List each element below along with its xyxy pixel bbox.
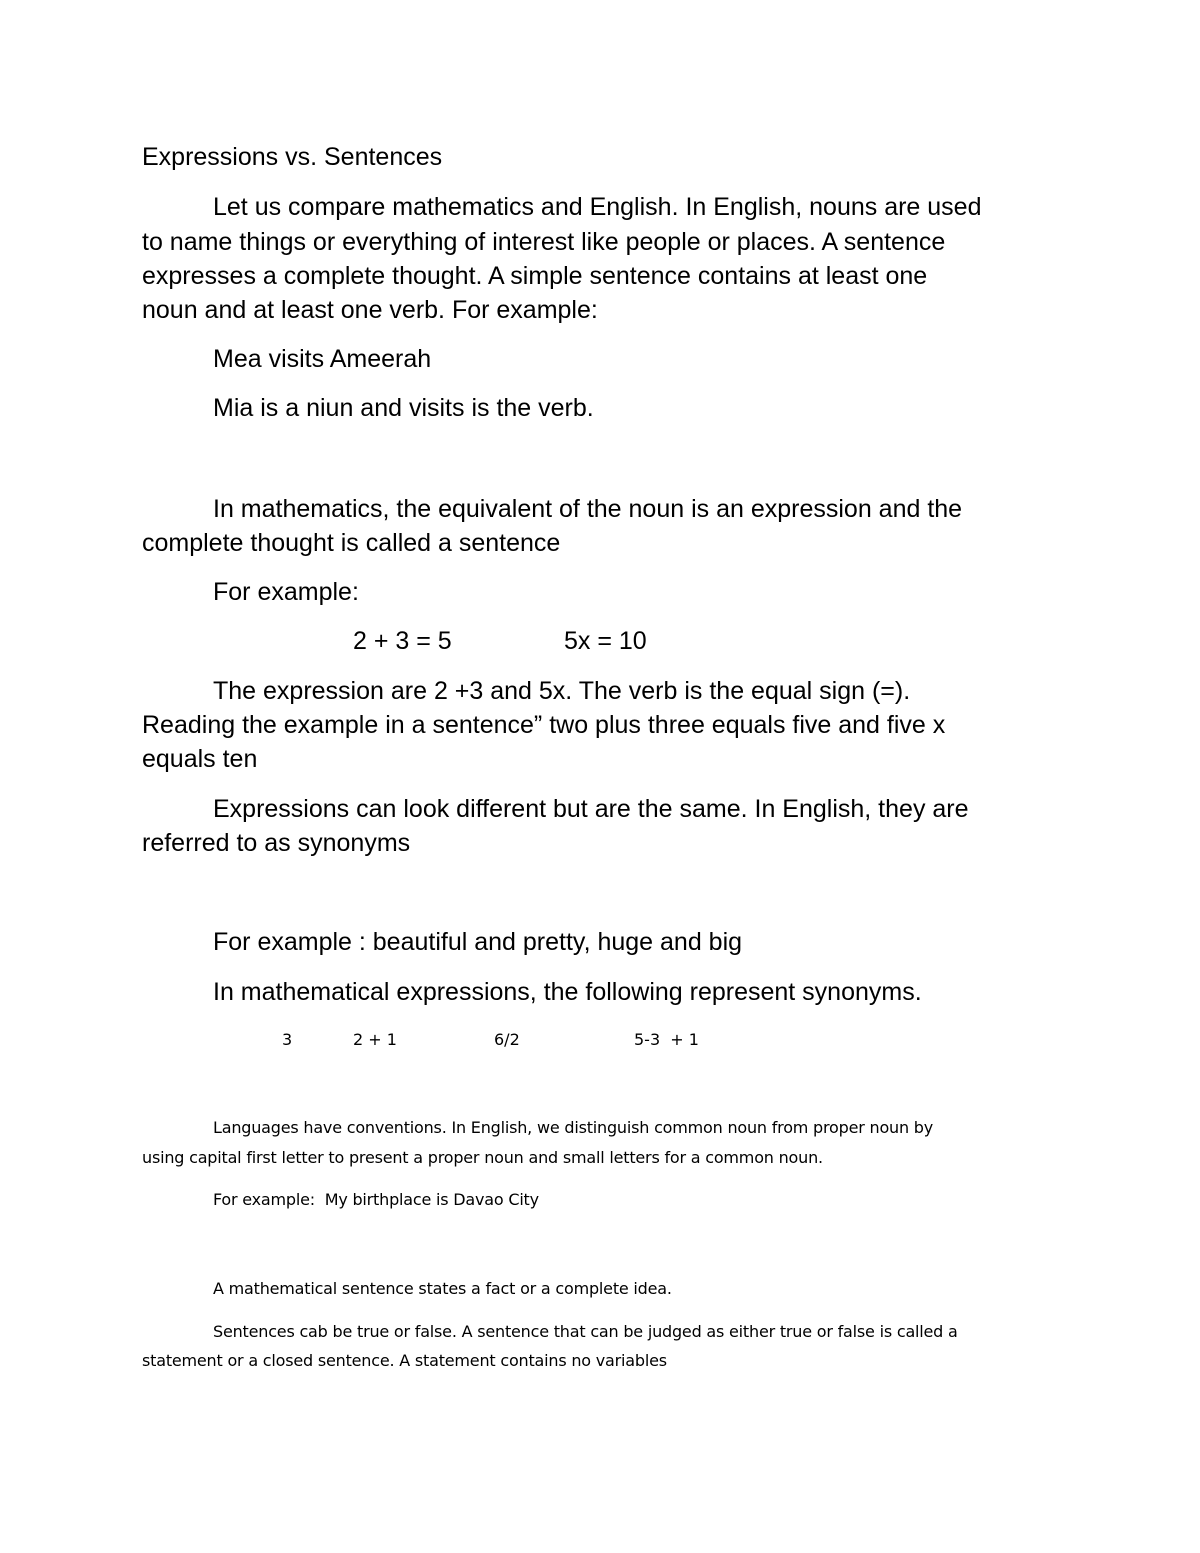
equation-1: 2 + 3 = 5 [353, 627, 452, 655]
synonyms-intro-line-2: referred to as synonyms [142, 829, 411, 857]
english-example-explanation: Mia is a niun and visits is the verb. [213, 394, 594, 422]
english-example-sentence: Mea visits Ameerah [213, 345, 432, 373]
intro-line-4: noun and at least one verb. For example: [142, 296, 598, 324]
intro-line-3: expresses a complete thought. A simple sentence contains at least one [142, 262, 928, 290]
math-synonym-item: 2 + 1 [353, 1030, 397, 1049]
birthplace-example: For example: My birthplace is Davao City [213, 1190, 539, 1209]
math-synonyms-intro: In mathematical expressions, the following represent synonyms. [213, 978, 922, 1006]
explanation-line-2: Reading the example in a sentence” two plus three equals five and five x [142, 711, 946, 739]
intro-line-1: Let us compare mathematics and English. In English, nouns are used [213, 193, 982, 221]
equation-2: 5x = 10 [564, 627, 647, 655]
conventions-line-1: Languages have conventions. In English, we distinguish common noun from proper noun by [213, 1118, 934, 1137]
conventions-line-2: using capital first letter to present a proper noun and small letters for a common noun. [142, 1148, 823, 1167]
statements-line-2: statement or a closed sentence. A statement contains no variables [142, 1351, 667, 1370]
math-intro-line-1: In mathematics, the equivalent of the noun is an expression and the [213, 495, 963, 523]
synonyms-intro-line-1: Expressions can look different but are the same. In English, they are [213, 795, 969, 823]
statements-line-1: Sentences cab be true or false. A sentence that can be judged as either true or false is called a [213, 1322, 958, 1341]
math-synonym-item: 6/2 [494, 1030, 520, 1049]
math-sentence-definition: A mathematical sentence states a fact or a complete idea. [213, 1279, 672, 1298]
explanation-line-1: The expression are 2 +3 and 5x. The verb is the equal sign (=). [213, 677, 911, 705]
explanation-line-3: equals ten [142, 745, 258, 773]
for-example-label: For example: [213, 578, 359, 606]
math-synonym-item: 5-3 + 1 [634, 1030, 699, 1049]
math-intro-line-2: complete thought is called a sentence [142, 529, 561, 557]
document-title: Expressions vs. Sentences [142, 143, 443, 171]
intro-line-2: to name things or everything of interest like people or places. A sentence [142, 228, 946, 256]
math-synonym-item: 3 [282, 1030, 293, 1049]
synonyms-example: For example : beautiful and pretty, huge and big [213, 928, 743, 956]
